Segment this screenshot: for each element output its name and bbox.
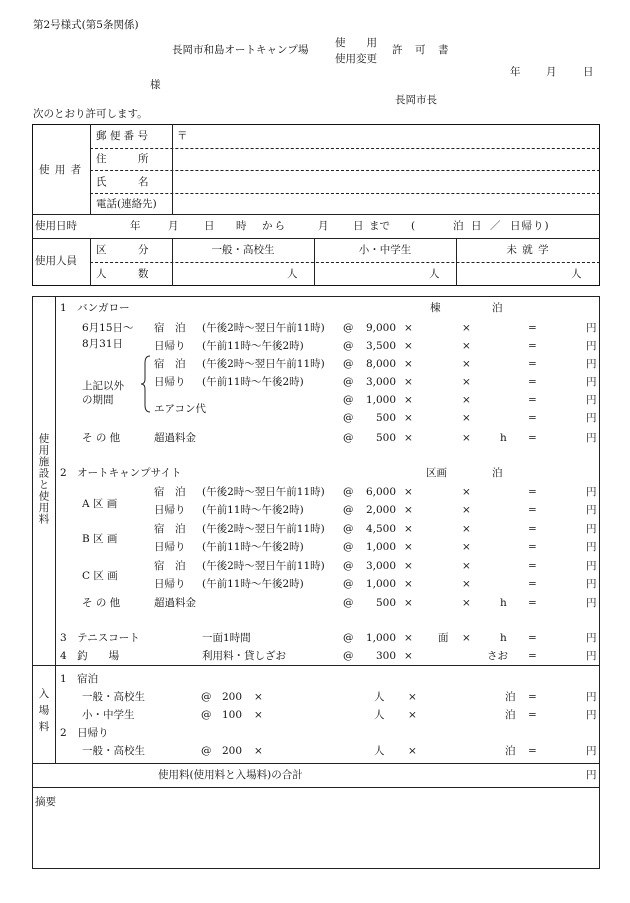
fishing-at: @: [343, 650, 354, 662]
camp-row-4-eq: =: [528, 560, 537, 572]
camp-row-4-times2: ×: [462, 560, 471, 572]
camp-row-0-times: ×: [404, 486, 413, 498]
camp-unit-nights: 泊: [492, 467, 503, 479]
camp-row-2-yen: 円: [586, 523, 597, 535]
camp-row-1-times: ×: [404, 504, 413, 516]
form-number: 第2号様式(第5条関係): [33, 19, 139, 31]
camp-row-2-price: 4,500: [365, 523, 396, 535]
use-date-day2: 日: [353, 220, 364, 232]
use-date-until: まで: [369, 220, 390, 232]
entry-general-stay-eq: =: [528, 691, 537, 703]
fishing-times: ×: [404, 650, 413, 662]
bungalow-row-0-kind: 宿 泊: [154, 322, 186, 334]
camp-row-4-at: @: [343, 560, 354, 572]
camp-row-1-price: 2,000: [365, 504, 396, 516]
postal-mark: 〒: [177, 130, 188, 142]
camp-row-5-at: @: [343, 578, 354, 590]
camp-row-1-yen: 円: [586, 504, 597, 516]
bungalow-row-5-kind: エアコン代: [154, 403, 206, 415]
camp-row-1-kind: 日帰り: [154, 504, 186, 516]
entry-stay-title: 1 宿泊: [60, 673, 99, 685]
use-date-nights: 泊: [453, 220, 464, 232]
camp-row-0-kind: 宿 泊: [154, 486, 186, 498]
bungalow-row-6-h: h: [500, 432, 507, 444]
camp-row-3-times: ×: [404, 541, 413, 553]
use-date-paren: (: [411, 220, 416, 232]
use-date-daytrip: 日帰り): [510, 220, 550, 232]
people-unit-preschool: 人: [571, 268, 582, 280]
entry-general-day-label: 一般・高校生: [82, 745, 145, 757]
camp-row-4-yen: 円: [586, 560, 597, 572]
bungalow-row-1-yen: 円: [586, 340, 597, 352]
use-date-month2: 月: [318, 220, 329, 232]
bungalow-row-3-yen: 円: [586, 376, 597, 388]
bungalow-row-4-yen: 円: [586, 394, 597, 406]
bungalow-row-6-times2: ×: [462, 432, 471, 444]
camp-row-3-yen: 円: [586, 541, 597, 553]
bungalow-row-6-kind: 超過料金: [154, 432, 196, 444]
use-change-label: 使用変更: [335, 53, 377, 65]
other-period-1: 上記以外: [82, 380, 124, 392]
entry-general-stay-yen: 円: [586, 691, 597, 703]
camp-row-2-kind: 宿 泊: [154, 523, 186, 535]
bungalow-title: 1 バンガロー: [60, 302, 130, 314]
bungalow-row-4-eq: =: [528, 394, 537, 406]
camp-row-6-eq: =: [528, 597, 537, 609]
camp-row-6-times: ×: [404, 597, 413, 609]
brace-icon: [140, 355, 152, 413]
tennis-price: 1,000: [365, 632, 396, 644]
entry-general-day-nin: 人: [374, 745, 385, 757]
camp-row-2-times: ×: [404, 523, 413, 535]
entry-fee-side: 入場料: [37, 688, 50, 738]
fishing-desc: 利用料・貸しざお: [202, 650, 286, 662]
camp-row-5-eq: =: [528, 578, 537, 590]
bungalow-row-1-time: (午前11時～午後2時): [202, 340, 304, 352]
use-date-month: 月: [168, 220, 179, 232]
remarks-label: 摘要: [35, 796, 56, 808]
phone-label: 電話(連絡先): [96, 198, 157, 210]
camp-row-4-kind: 宿 泊: [154, 560, 186, 572]
entry-general-stay-label: 一般・高校生: [82, 691, 145, 703]
date-day: 日: [583, 66, 594, 78]
bungalow-row-6-yen: 円: [586, 432, 597, 444]
honorific: 様: [150, 79, 161, 91]
camp-misc: そ の 他: [82, 597, 121, 609]
entry-school-stay-haku: 泊: [505, 709, 516, 721]
bungalow-row-1-times2: ×: [462, 340, 471, 352]
camp-row-3-time: (午前11時～午後2時): [202, 541, 304, 553]
name-label: 氏 名: [96, 176, 149, 188]
entry-school-stay-nin: 人: [374, 709, 385, 721]
bungalow-unit-building: 棟: [430, 302, 441, 314]
camp-row-5-yen: 円: [586, 578, 597, 590]
entry-school-stay-yen: 円: [586, 709, 597, 721]
camp-row-2-eq: =: [528, 523, 537, 535]
camp-row-0-price: 6,000: [365, 486, 396, 498]
tennis-yen: 円: [586, 632, 597, 644]
camp-row-3-kind: 日帰り: [154, 541, 186, 553]
entry-general-stay-haku: 泊: [505, 691, 516, 703]
camp-unit-section: 区画: [426, 467, 447, 479]
bungalow-row-2-times2: ×: [462, 358, 471, 370]
use-date-day: 日: [204, 220, 215, 232]
entry-general-day-haku: 泊: [505, 745, 516, 757]
camp-row-3-times2: ×: [462, 541, 471, 553]
bungalow-row-3-kind: 日帰り: [154, 376, 186, 388]
entry-general-day-price: 200: [221, 745, 242, 757]
bungalow-unit-nights: 泊: [492, 302, 503, 314]
address-label: 住 所: [96, 153, 149, 165]
use-date-time: 時: [236, 220, 247, 232]
bungalow-row-0-price: 9,000: [365, 322, 396, 334]
bungalow-misc: そ の 他: [82, 432, 121, 444]
camp-row-3-price: 1,000: [365, 541, 396, 553]
bungalow-row-3-times2: ×: [462, 376, 471, 388]
tennis-h: h: [500, 632, 507, 644]
tennis-unit: 面: [438, 632, 449, 644]
camp-row-3-at: @: [343, 541, 354, 553]
camp-row-1-at: @: [343, 504, 354, 516]
tennis-desc: 一面1時間: [202, 632, 251, 644]
entry-general-day-yen: 円: [586, 745, 597, 757]
camp-row-0-yen: 円: [586, 486, 597, 498]
camp-row-6-kind: 超過料金: [154, 597, 196, 609]
bungalow-row-3-eq: =: [528, 376, 537, 388]
bungalow-row-3-time: (午前11時～午後2時): [202, 376, 304, 388]
camp-row-3-eq: =: [528, 541, 537, 553]
entry-daytrip-title: 2 日帰り: [60, 727, 109, 739]
other-period-2: の期間: [82, 394, 114, 406]
bungalow-row-2-eq: =: [528, 358, 537, 370]
use-date-days: 日: [471, 220, 482, 232]
summer-period-1: 6月15日～: [82, 322, 134, 334]
mayor: 長岡市長: [395, 94, 437, 106]
entry-general-day-times2: ×: [408, 745, 417, 757]
entry-general-day-eq: =: [528, 745, 537, 757]
bungalow-row-3-times: ×: [404, 376, 413, 388]
bungalow-row-4-times: ×: [404, 394, 413, 406]
camp-row-5-times2: ×: [462, 578, 471, 590]
tennis-times: ×: [404, 632, 413, 644]
fishing-eq: =: [528, 650, 537, 662]
camp-row-2-at: @: [343, 523, 354, 535]
camp-row-6-h: h: [500, 597, 507, 609]
camp-row-6-times2: ×: [462, 597, 471, 609]
use-label: 使 用: [335, 37, 377, 49]
tennis-at: @: [343, 632, 354, 644]
fishing-price: 300: [375, 650, 396, 662]
bungalow-row-2-time: (午後2時～翌日午前11時): [202, 358, 325, 370]
use-date-slash: ／: [490, 220, 501, 232]
bungalow-row-2-yen: 円: [586, 358, 597, 370]
camp-row-6-yen: 円: [586, 597, 597, 609]
bungalow-row-5-times: ×: [404, 412, 413, 424]
entry-general-stay-times: ×: [254, 691, 263, 703]
bungalow-row-5-yen: 円: [586, 412, 597, 424]
people-general: 一般・高校生: [211, 244, 275, 256]
people-label: 使用人員: [35, 255, 77, 267]
camp-row-5-times: ×: [404, 578, 413, 590]
bungalow-row-5-price: 500: [375, 412, 396, 424]
bungalow-row-0-times: ×: [404, 322, 413, 334]
bungalow-row-6-at: @: [343, 432, 354, 444]
bungalow-row-3-at: @: [343, 376, 354, 388]
entry-general-day-at: @: [201, 745, 212, 757]
bungalow-row-5-times2: ×: [462, 412, 471, 424]
camp-title: 2 オートキャンプサイト: [60, 467, 182, 479]
camp-row-2-time: (午後2時～翌日午前11時): [202, 523, 325, 535]
use-date-from: から: [262, 220, 287, 232]
summer-period-2: 8月31日: [82, 338, 124, 350]
camp-row-6-price: 500: [375, 597, 396, 609]
bungalow-row-6-price: 500: [375, 432, 396, 444]
camp-row-2-times2: ×: [462, 523, 471, 535]
bungalow-row-0-at: @: [343, 322, 354, 334]
bungalow-row-4-at: @: [343, 394, 354, 406]
camp-row-5-time: (午前11時～午後2時): [202, 578, 304, 590]
fishing-unit: さお: [487, 650, 508, 662]
bungalow-row-1-price: 3,500: [365, 340, 396, 352]
camp-row-5-kind: 日帰り: [154, 578, 186, 590]
entry-school-stay-at: @: [201, 709, 212, 721]
camp-row-0-eq: =: [528, 486, 537, 498]
facility-fee-side: 使用施設と使用料: [37, 433, 50, 525]
bungalow-row-6-times: ×: [404, 432, 413, 444]
camp-row-0-times2: ×: [462, 486, 471, 498]
tennis-eq: =: [528, 632, 537, 644]
camp-row-6-at: @: [343, 597, 354, 609]
people-school: 小・中学生: [358, 244, 412, 256]
camp-row-0-time: (午後2時～翌日午前11時): [202, 486, 325, 498]
entry-general-day-times: ×: [254, 745, 263, 757]
entry-school-stay-label: 小・中学生: [82, 709, 135, 721]
bungalow-row-4-price: 1,000: [365, 394, 396, 406]
people-unit-general: 人: [287, 268, 298, 280]
bungalow-row-1-eq: =: [528, 340, 537, 352]
use-date-year: 年: [130, 220, 141, 232]
bungalow-row-2-kind: 宿 泊: [154, 358, 186, 370]
zone-b: B 区 画: [82, 533, 118, 545]
camp-row-1-times2: ×: [462, 504, 471, 516]
bungalow-row-3-price: 3,000: [365, 376, 396, 388]
people-kubun: 区 分: [96, 244, 149, 256]
bungalow-row-4-times2: ×: [462, 394, 471, 406]
bungalow-row-2-at: @: [343, 358, 354, 370]
zone-c: C 区 画: [82, 570, 118, 582]
permit-title: 許 可 書: [392, 44, 450, 56]
bungalow-row-1-at: @: [343, 340, 354, 352]
bungalow-row-5-eq: =: [528, 412, 537, 424]
camp-row-4-time: (午後2時～翌日午前11時): [202, 560, 325, 572]
entry-general-stay-at: @: [201, 691, 212, 703]
bungalow-row-5-at: @: [343, 412, 354, 424]
entry-general-stay-times2: ×: [408, 691, 417, 703]
entry-general-stay-price: 200: [221, 691, 242, 703]
user-section-label: 使 用 者: [39, 164, 83, 176]
entry-school-stay-times2: ×: [408, 709, 417, 721]
camp-row-4-times: ×: [404, 560, 413, 572]
camp-row-4-price: 3,000: [365, 560, 396, 572]
total-yen: 円: [586, 769, 597, 781]
people-unit-school: 人: [429, 268, 440, 280]
camp-row-0-at: @: [343, 486, 354, 498]
tennis-times2: ×: [462, 632, 471, 644]
bungalow-row-0-eq: =: [528, 322, 537, 334]
use-date-label: 使用日時: [35, 220, 77, 232]
camp-row-5-price: 1,000: [365, 578, 396, 590]
bungalow-row-1-times: ×: [404, 340, 413, 352]
fishing-yen: 円: [586, 650, 597, 662]
bungalow-row-0-time: (午後2時～翌日午前11時): [202, 322, 325, 334]
entry-school-stay-eq: =: [528, 709, 537, 721]
intro-text: 次のとおり許可します。: [33, 108, 148, 120]
date-month: 月: [546, 66, 557, 78]
entry-school-stay-times: ×: [254, 709, 263, 721]
bungalow-row-1-kind: 日帰り: [154, 340, 186, 352]
bungalow-row-0-yen: 円: [586, 322, 597, 334]
people-count-label: 人 数: [96, 268, 149, 280]
camp-row-1-time: (午前11時～午後2時): [202, 504, 304, 516]
people-preschool: 未 就 学: [506, 244, 550, 256]
postal-label: 郵 便 番 号: [96, 130, 149, 142]
tennis-title: 3 テニスコート: [60, 632, 140, 644]
zone-a: A 区 画: [82, 498, 118, 510]
fishing-title: 4 釣 場: [60, 650, 120, 662]
bungalow-row-0-times2: ×: [462, 322, 471, 334]
date-year: 年: [510, 66, 521, 78]
facility-name: 長岡市和島オートキャンプ場: [172, 44, 309, 56]
camp-row-1-eq: =: [528, 504, 537, 516]
bungalow-row-6-eq: =: [528, 432, 537, 444]
entry-school-stay-price: 100: [221, 709, 242, 721]
bungalow-row-2-price: 8,000: [365, 358, 396, 370]
total-label: 使用料(使用料と入場料)の合計: [158, 769, 303, 781]
bungalow-row-2-times: ×: [404, 358, 413, 370]
entry-general-stay-nin: 人: [374, 691, 385, 703]
